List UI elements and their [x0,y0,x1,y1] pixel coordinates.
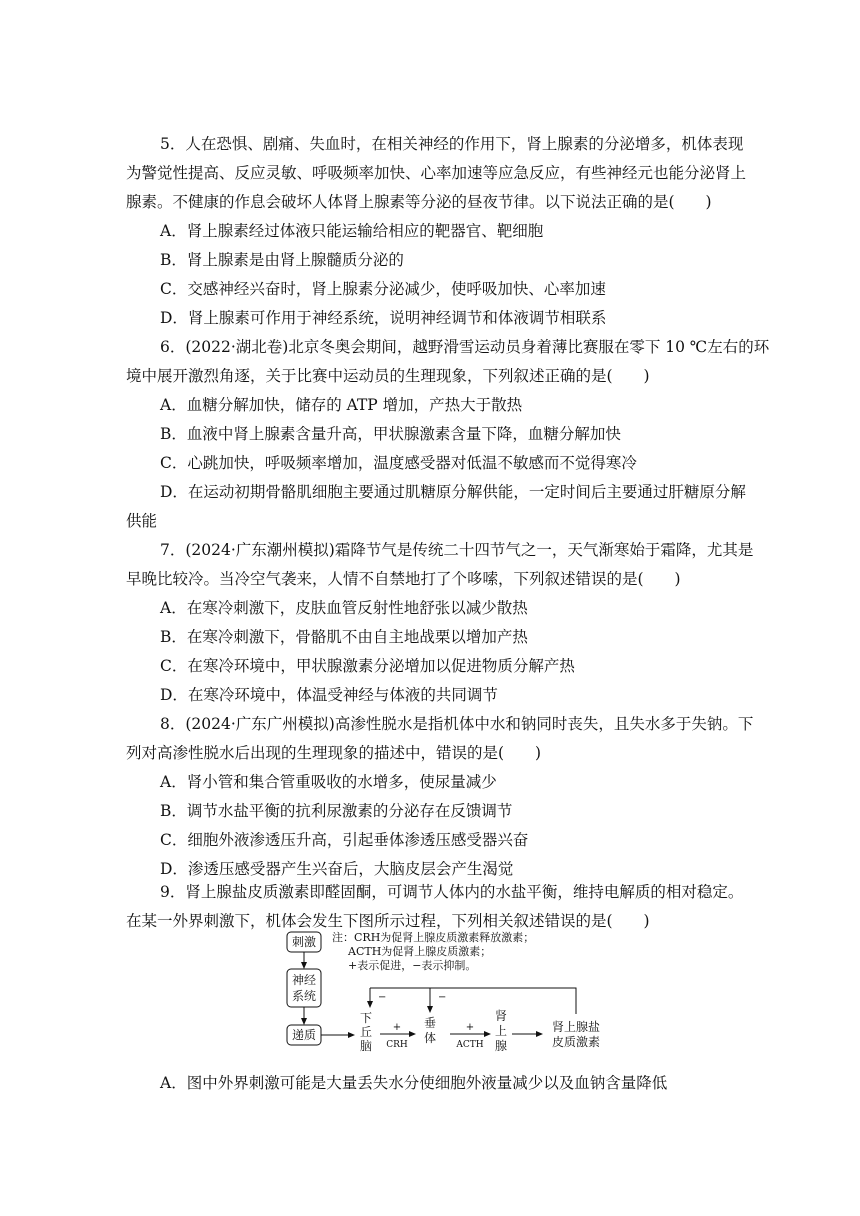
hypothalamus-char-1: 下 [359,1011,373,1025]
q8-option-d: D．渗透压感受器产生兴奋后，大脑皮层会产生渴觉 [160,860,514,878]
q5-stem-line2: 为警觉性提高、反应灵敏、呼吸频率加快、心率加速等应急反应，有些神经元也能分泌肾上 [126,164,747,182]
crh-plus: + [392,1022,402,1033]
feedback-minus-hypothalamus: − [378,992,387,1003]
q6-option-a: A．血糖分解加快，储存的 ATP 增加，产热大于散热 [160,396,523,414]
note-line-3: +表示促进，−表示抑制。 [348,959,477,972]
q8-option-c: C．细胞外液渗透压升高，引起垂体渗透压感受器兴奋 [160,831,529,849]
acth-label: ACTH [456,1040,484,1050]
q7-stem-line1: 7．(2024·广东潮州模拟)霜降节气是传统二十四节气之一，天气渐寒始于霜降，尤其是 [160,541,754,559]
note-line-1: 注：CRH为促肾上腺皮质激素释放激素； [332,931,535,944]
transmitter-label: 递质 [291,1028,317,1042]
hormone-label-1: 肾上腺盐 [551,1020,601,1034]
q9-stem-line2: 在某一外界刺激下，机体会发生下图所示过程，下列相关叙述错误的是( ) [126,912,650,930]
hypothalamus-char-3: 脑 [359,1039,373,1053]
q6-option-c: C．心跳加快，呼吸频率增加，温度感受器对低温不敏感而不觉得寒冷 [160,454,637,472]
hormone-regulation-diagram [280,930,610,1060]
feedback-minus-pituitary: − [438,992,447,1003]
nervous-system-label-2: 系统 [291,989,317,1003]
q6-stem-line2: 境中展开激烈角逐，关于比赛中运动员的生理现象，下列叙述正确的是( ) [126,367,650,385]
nervous-system-label-1: 神经 [291,973,317,987]
adrenal-char-1: 肾 [494,1009,508,1023]
q6-option-b: B．血液中肾上腺素含量升高，甲状腺激素含量下降，血糖分解加快 [160,425,621,443]
hormone-label-2: 皮质激素 [551,1035,601,1049]
adrenal-char-2: 上 [494,1024,508,1038]
q5-option-a: A．肾上腺素经过体液只能运输给相应的靶器官、靶细胞 [160,222,544,240]
crh-label: CRH [386,1040,408,1050]
q8-stem-line1: 8．(2024·广东广州模拟)高渗性脱水是指机体中水和钠同时丧失，且失水多于失钠。下 [160,715,754,733]
stimulus-label: 刺激 [291,935,317,949]
q5-option-d: D．肾上腺素可作用于神经系统，说明神经调节和体液调节相联系 [160,309,607,327]
pituitary-char-2: 体 [423,1031,437,1045]
q6-stem-line1: 6．(2022·湖北卷)北京冬奥会期间，越野滑雪运动员身着薄比赛服在零下 10 ℃左右的环 [160,338,770,356]
q5-option-c: C．交感神经兴奋时，肾上腺素分泌减少，使呼吸加快、心率加速 [160,280,606,298]
hypothalamus-char-2: 丘 [359,1025,373,1039]
q9-stem-line1: 9．肾上腺盐皮质激素即醛固酮，可调节人体内的水盐平衡，维持电解质的相对稳定。 [160,883,744,901]
adrenal-char-3: 腺 [494,1039,508,1053]
q9-option-a: A．图中外界刺激可能是大量丢失水分使细胞外液量减少以及血钠含量降低 [160,1074,668,1092]
q7-option-b: B．在寒冷刺激下，骨骼肌不由自主地战栗以增加产热 [160,628,528,646]
q6-option-d-cont: 供能 [126,512,158,530]
q8-stem-line2: 列对高渗性脱水后出现的生理现象的描述中，错误的是( ) [126,744,542,762]
q7-option-a: A．在寒冷刺激下，皮肤血管反射性地舒张以减少散热 [160,599,528,617]
note-line-2: ACTH为促肾上腺皮质激素； [348,945,492,958]
q5-option-b: B．肾上腺素是由肾上腺髓质分泌的 [160,251,404,269]
acth-plus: + [465,1022,475,1033]
q8-option-b: B．调节水盐平衡的抗利尿激素的分泌存在反馈调节 [160,802,513,820]
q7-option-d: D．在寒冷环境中，体温受神经与体液的共同调节 [160,686,498,704]
q7-option-c: C．在寒冷环境中，甲状腺激素分泌增加以促进物质分解产热 [160,657,575,675]
q6-option-d: D．在运动初期骨骼肌细胞主要通过肌糖原分解供能，一定时间后主要通过肝糖原分解 [160,483,746,501]
q7-stem-line2: 早晚比较冷。当冷空气袭来，人情不自禁地打了个哆嗦，下列叙述错误的是( ) [126,570,681,588]
q8-option-a: A．肾小管和集合管重吸收的水增多，使尿量减少 [160,773,497,791]
q5-stem-line3: 腺素。不健康的作息会破坏人体肾上腺素等分泌的昼夜节律。以下说法正确的是( ) [126,193,712,211]
pituitary-char-1: 垂 [423,1016,437,1030]
q5-stem-line1: 5．人在恐惧、剧痛、失血时，在相关神经的作用下，肾上腺素的分泌增多，机体表现 [160,135,744,153]
